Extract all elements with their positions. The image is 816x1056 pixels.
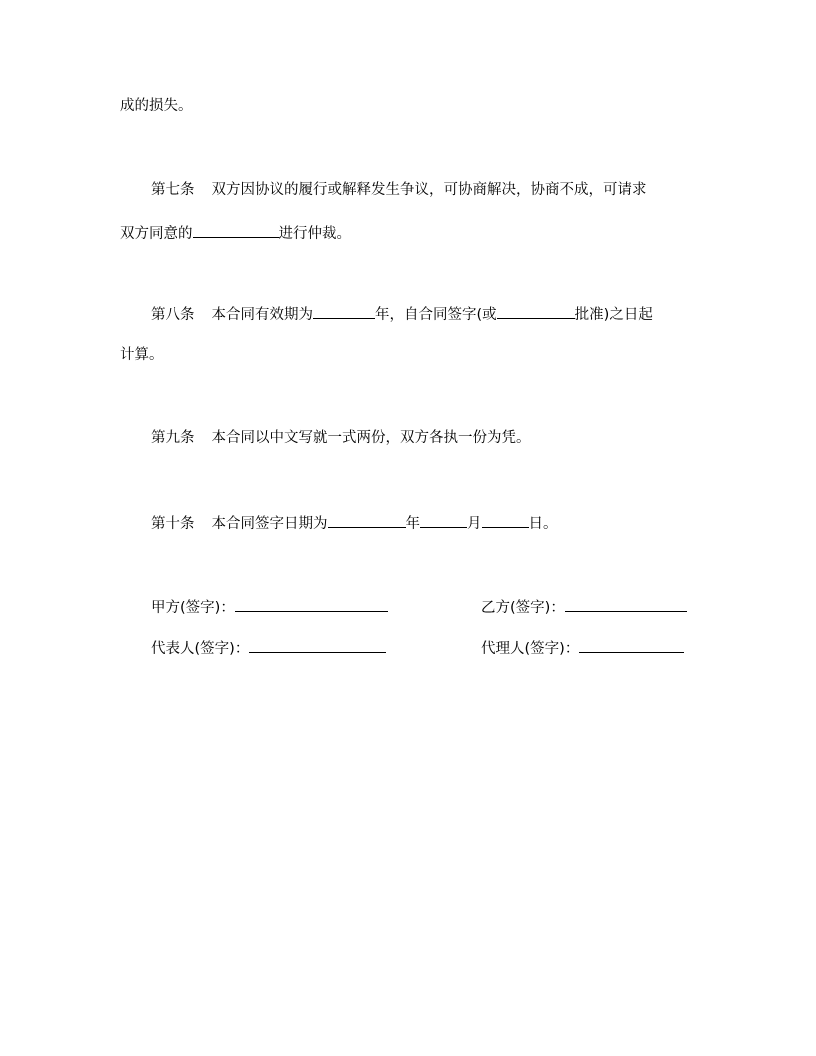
article-8-line-2: 计算。 bbox=[120, 347, 164, 363]
representative-a-signature-blank bbox=[249, 637, 386, 653]
article-8-number: 第八条 bbox=[151, 307, 195, 323]
article-10-number: 第十条 bbox=[151, 516, 195, 532]
article-7-line-2: 双方同意的 进行仲裁。 bbox=[120, 222, 351, 242]
continuation-text: 成的损失。 bbox=[120, 98, 193, 114]
representative-a-signature: 代表人(签字)： bbox=[151, 637, 386, 657]
validity-years-blank bbox=[313, 303, 375, 319]
article-8-line-1: 第八条 本合同有效期为 年，自合同签字(或 批准)之日起 bbox=[151, 303, 653, 323]
party-a-signature: 甲方(签字)： bbox=[151, 596, 388, 616]
approval-authority-blank bbox=[497, 303, 575, 319]
article-7-line-1: 第七条 双方因协议的履行或解释发生争议，可协商解决，协商不成，可请求 bbox=[151, 182, 647, 198]
sign-month-blank bbox=[420, 512, 467, 528]
party-b-signature: 乙方(签字)： bbox=[481, 596, 687, 616]
sign-year-blank bbox=[328, 512, 406, 528]
sign-day-blank bbox=[482, 512, 529, 528]
article-7-number: 第七条 bbox=[151, 182, 195, 198]
agent-b-signature: 代理人(签字)： bbox=[481, 637, 684, 657]
article-10: 第十条 本合同签字日期为 年 月 日。 bbox=[151, 512, 558, 532]
party-b-signature-blank bbox=[565, 596, 687, 612]
party-a-signature-blank bbox=[235, 596, 388, 612]
agent-b-signature-blank bbox=[579, 637, 684, 653]
arbitration-body-blank bbox=[193, 222, 279, 238]
article-9-number: 第九条 bbox=[151, 430, 195, 446]
article-9: 第九条 本合同以中文写就一式两份，双方各执一份为凭。 bbox=[151, 430, 531, 446]
